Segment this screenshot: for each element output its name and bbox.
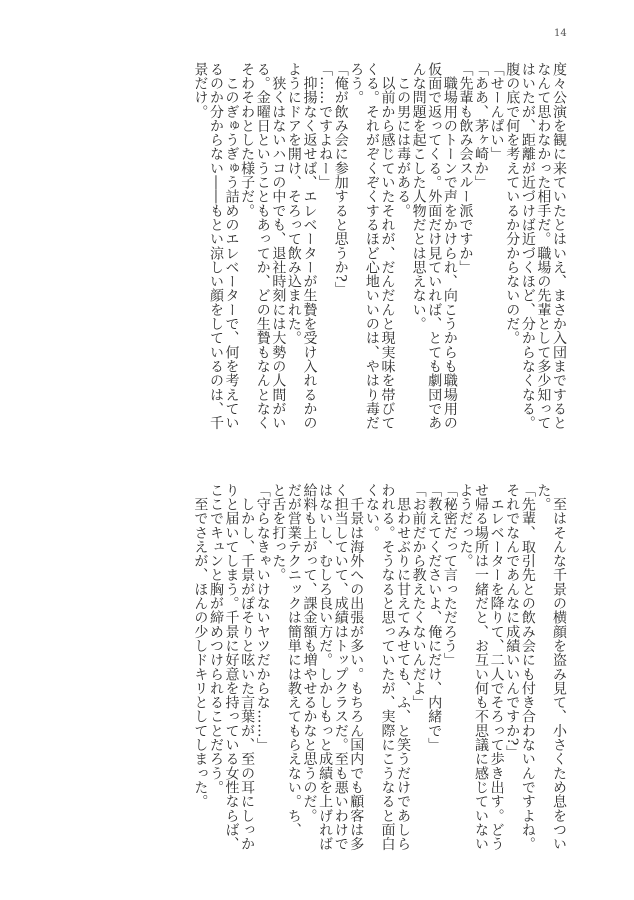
text-column: このぎゅうぎゅう詰めのエレベーターで、何を考えてい	[223, 62, 240, 430]
text-column: ようだった。	[457, 483, 474, 568]
text-column: ここでキュンと胸が締めつけられることだろう。	[207, 483, 224, 795]
text-column: 以前から感じていたそれが、だんだんと現実味を帯びて	[379, 62, 396, 430]
text-column: る。金曜日ということもあってか、どの生贄もなんとなく	[254, 62, 271, 430]
text-column: 「せーんぱい」	[488, 62, 505, 162]
text-column: それでなんであんなに成績いいんですか?」	[504, 483, 521, 760]
text-column: 「先輩も飲み会スルー派ですか」	[457, 62, 474, 275]
text-column: だが営業テクニックは簡単には教えてもらえない。ち、	[285, 483, 302, 837]
text-column: くる。それがぞくぞくするほど心地いいのは、やはり毒だ	[363, 62, 380, 430]
text-column: るのか分からない――もとい涼しい顔をしているのは、千	[207, 62, 224, 430]
text-column: んな問題を起こした人物だとは思えない。	[410, 62, 427, 331]
text-column: 「秘密だって言っただろう」	[441, 483, 458, 667]
text-column: はいたが、距離が近づけば近づくほど、分からなくなる。	[519, 62, 536, 430]
text-column: 抑揚なく返せば、エレベーターが生贄を受け入れるかの	[301, 62, 318, 430]
text-column: 至はそんな千景の横顔を盗み見て、小さくため息をつい	[551, 483, 567, 851]
text-column: エレベーターを降りて、二人でそろって歩き出す。どう	[488, 483, 505, 851]
text-column: 度々公演を観に来ていたとはいえ、まさか入団まですると	[551, 62, 567, 430]
text-column: 仮面で返ってくる。外面だけ見ていれば、とても劇団であ	[426, 62, 443, 430]
text-column: しかし、千景がぽそりと呟いた言葉が、至の耳にしっか	[239, 483, 256, 851]
text-column: せ帰る場所は一緒だと、お互い何も不思議に感じていない	[473, 483, 490, 851]
text-column: ろう。	[348, 62, 365, 105]
text-column: 「先輩、取引先との飲み会にも付き合わないんですよね。	[519, 483, 536, 851]
text-column: なんて思わなかった相手だ。職場の先輩として多少知って	[535, 62, 552, 430]
text-column: 「お前だから教えたくないんだよ」	[410, 483, 427, 710]
text-column: 千景は海外への出張が多い。もちろん国内でも顧客は多	[348, 483, 365, 851]
text-column: 職場用のトーンで声をかけられ、向こうからも職場用の	[441, 62, 458, 430]
text-block-bottom	[192, 483, 566, 855]
text-column: 「教えてくださいよ、俺にだけ、内緒で」	[426, 483, 443, 752]
text-block-top	[192, 62, 566, 434]
text-column: この男には毒がある。	[395, 62, 412, 218]
text-column: 景だけ。	[192, 62, 209, 119]
text-column: ようにドアを開け、そろって飲み込まれた。	[285, 62, 302, 345]
text-column: 「守らなきゃいけないヤツだからな……」	[254, 483, 271, 752]
text-column: 腹の底で何を考えているか分からないのだ。	[504, 62, 521, 345]
text-column: 「……ですよねー」	[317, 62, 334, 190]
text-column: と舌を打った。	[270, 483, 287, 583]
text-column: そわそわとした様子だ。	[239, 62, 256, 218]
text-column: 至でさえが、ほんの少しドキリとしてしまった。	[192, 483, 209, 809]
text-column: 「ああ、茅ヶ崎か」	[473, 62, 490, 190]
text-column: く担当していて、成績はトップクラスだ。至も悪いわけで	[332, 483, 349, 851]
text-column: た。	[535, 483, 552, 512]
text-column: 給料も上がって、課金額も増やせるかなと思うのだ。	[301, 483, 318, 823]
text-column: 狭くはないハコの中でも、退社時刻には大勢の人間がい	[270, 62, 287, 430]
page-number: 14	[554, 28, 567, 39]
text-column: くない。	[363, 483, 380, 540]
text-column: われる。そうなると思っていたが、実際にこうなると面白	[379, 483, 396, 851]
text-column: 「俺が飲み会に参加すると思うか?」	[332, 62, 349, 297]
text-column: はないし、むしろ良い方だ。しかしもっと成績を上げれば	[317, 483, 334, 851]
text-column: 思わせぶりに甘えてみせても、ふ、と笑うだけであしら	[395, 483, 412, 851]
text-column: りと届いてしまう。千景に好意を持っている女性ならば、	[223, 483, 240, 851]
